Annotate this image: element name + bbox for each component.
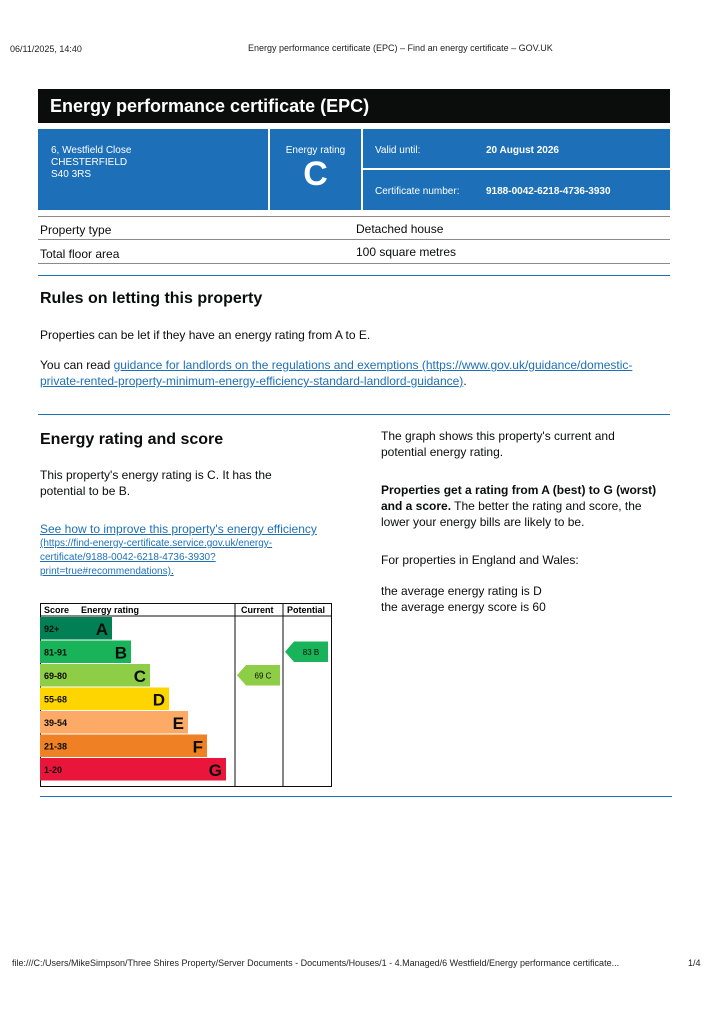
valid-until-value: 20 August 2026: [486, 145, 559, 156]
band-range-b: 81-91: [44, 647, 68, 658]
col-header-rating: Energy rating: [81, 605, 140, 615]
print-file-path: file:///C:/Users/MikeSimpson/Three Shires Property/Server Documents - Documents/Houses/1 - 4.Managed/6 Westfield/Energy performance certificate...: [12, 958, 620, 968]
epc-rating-chart: [40, 603, 332, 787]
band-e: [40, 711, 188, 734]
band-range-c: 69-80: [44, 671, 68, 681]
valid-until-box: [363, 129, 670, 168]
rating-box: [270, 129, 361, 210]
letting-para2-prefix: You can read: [40, 358, 114, 372]
band-c: [40, 664, 150, 687]
improve-efficiency-link[interactable]: See how to improve this property's energy efficiency (https://find-energy-certificate.service.gov.uk/energy- certificate/9188-0042-6218-4736-3930? print=true#recommendations).: [40, 522, 317, 577]
print-page-title: Energy performance certificate (EPC) – Find an energy certificate – GOV.UK: [248, 43, 553, 53]
col-header-potential: Potential: [287, 605, 326, 615]
graph-explainer: The graph shows this property's current and potential energy rating.: [381, 429, 615, 459]
band-letter-c: C: [133, 667, 146, 686]
band-range-g: 1-20: [44, 765, 63, 775]
floor-area-value: 100 square metres: [356, 245, 457, 259]
rating-label: Energy rating: [285, 145, 346, 156]
potential-rating-marker: [285, 642, 328, 663]
property-type-value: Detached house: [356, 222, 444, 236]
print-page-number: 1/4: [688, 958, 701, 968]
band-letter-e: E: [172, 714, 184, 733]
valid-until-label: Valid until:: [375, 145, 421, 156]
band-bar-g: [40, 758, 226, 781]
band-b: [40, 641, 131, 664]
col-header-score: Score: [44, 605, 70, 615]
band-d: [40, 688, 169, 711]
print-datetime: 06/11/2025, 14:40: [10, 44, 82, 54]
band-range-f: 21-38: [44, 741, 68, 752]
cert-number-label: Certificate number:: [375, 186, 460, 197]
potential-rating-marker-label: 83 B: [302, 647, 320, 657]
landlord-guidance-link[interactable]: guidance for landlords on the regulations and exemptions (https://www.gov.uk/guidance/domestic- private-rented-property-minimum-energy-efficiency-standard-landlord-guidance): [40, 358, 633, 388]
current-rating-marker-label: 69 C: [254, 671, 272, 681]
cert-number-value: 9188-0042-6218-4736-3930: [486, 186, 611, 197]
band-range-e: 39-54: [44, 718, 68, 728]
band-letter-g: G: [208, 761, 222, 780]
property-type-label: Property type: [40, 223, 112, 237]
address-line2: CHESTERFIELD: [51, 157, 128, 168]
letting-heading: Rules on letting this property: [40, 290, 263, 307]
band-f: [40, 735, 207, 758]
col-header-current: Current: [241, 605, 274, 615]
band-range-d: 55-68: [44, 694, 68, 705]
rating-letter: C: [303, 155, 328, 193]
improve-link-wrap: [40, 521, 317, 579]
band-letter-f: F: [192, 737, 203, 757]
band-range-a: 92+: [44, 624, 60, 634]
letting-para1: Properties can be let if they have an energy rating from A to E.: [40, 328, 371, 342]
rating-explainer: Properties get a rating from A (best) to G (worst) and a score. The better the rating and score, the lower your energy bills are likely to be.: [381, 483, 657, 529]
band-letter-b: B: [114, 643, 127, 663]
address-line1: 6, Westfield Close: [51, 145, 132, 156]
average-rating: the average energy rating is D the average energy score is 60: [381, 584, 546, 614]
page-title: Energy performance certificate (EPC): [50, 96, 370, 116]
epc-title-bar: [38, 89, 670, 123]
current-rating-marker: [237, 665, 280, 686]
cert-number-box: [363, 170, 670, 210]
band-a: [40, 617, 112, 640]
band-letter-a: A: [95, 620, 108, 639]
score-para1: This property's energy rating is C. It has the potential to be B.: [40, 468, 272, 498]
address-line3: S40 3RS: [51, 169, 92, 180]
band-letter-d: D: [152, 690, 165, 710]
address-box: [38, 129, 268, 210]
england-wales-note: For properties in England and Wales:: [381, 553, 579, 567]
score-heading: Energy rating and score: [40, 431, 224, 448]
letting-para2: You can read guidance for landlords on the regulations and exemptions (https://www.gov.uk/guidance/domestic- private-rented-property-minimum-energy-efficiency-standard-landlord-guidance).: [40, 358, 633, 388]
floor-area-label: Total floor area: [40, 247, 120, 261]
band-g: [40, 758, 226, 781]
